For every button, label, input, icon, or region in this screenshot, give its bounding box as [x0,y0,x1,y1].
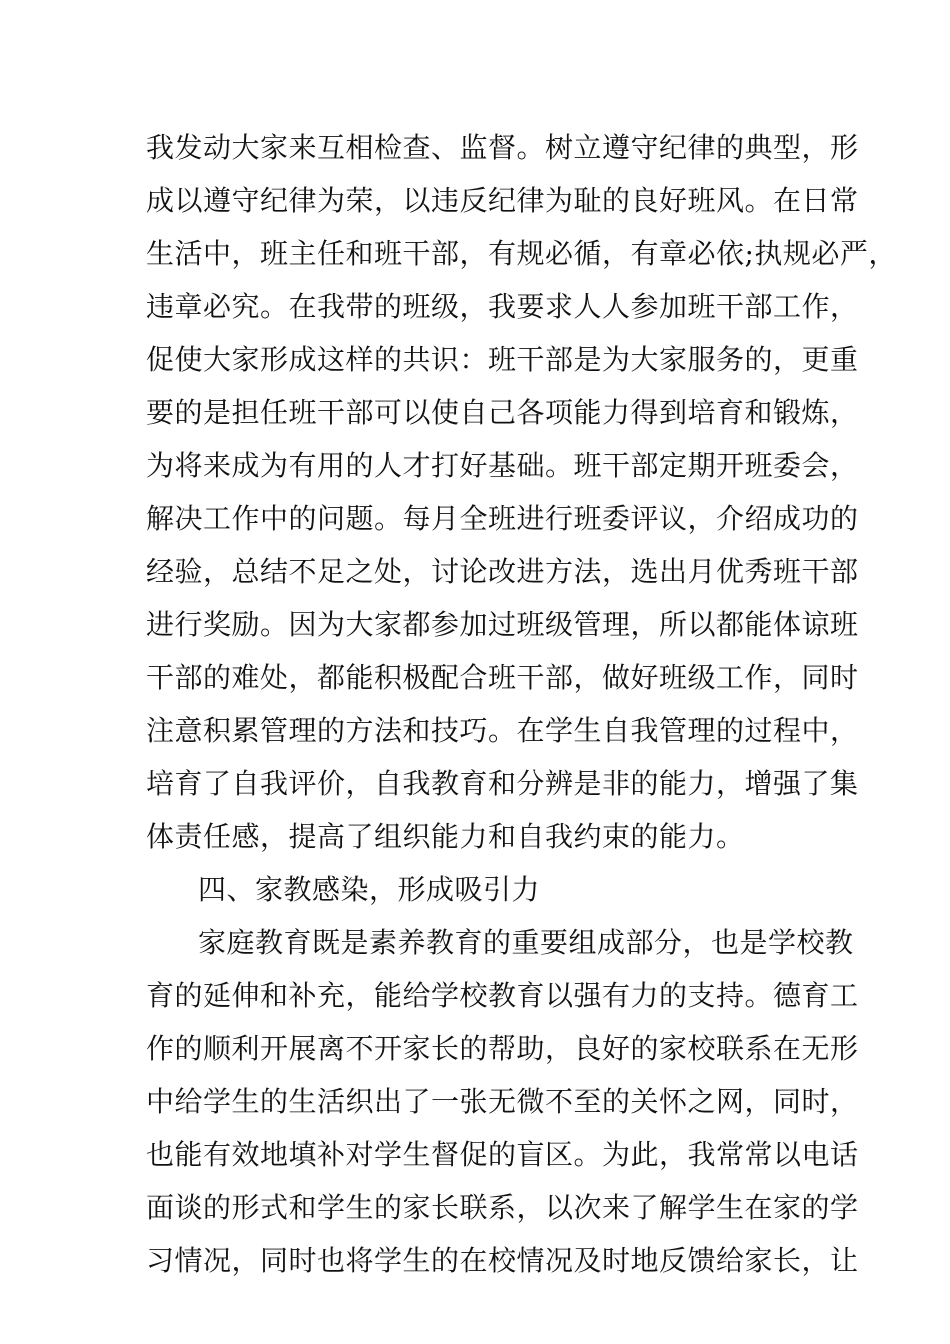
text-line: 面谈的形式和学生的家长联系，以次来了解学生在家的学 [146,1191,859,1224]
text-line: 作的顺利开展离不开家长的帮助，良好的家校联系在无形 [146,1032,859,1065]
text-line: 进行奖励。因为大家都参加过班级管理，所以都能体谅班 [146,608,859,641]
text-line: 为将来成为有用的人才打好基础。班干部定期开班委会， [146,449,859,482]
section-heading: 四、家教感染，形成吸引力 [198,873,541,906]
text-line: 也能有效地填补对学生督促的盲区。为此，我常常以电话 [146,1138,859,1171]
text-line: 解决工作中的问题。每月全班进行班委评议，介绍成功的 [146,502,859,535]
text-line: 中给学生的生活织出了一张无微不至的关怀之网，同时， [146,1085,859,1118]
text-line: 注意积累管理的方法和技巧。在学生自我管理的过程中， [146,714,859,747]
text-line: 违章必究。在我带的班级，我要求人人参加班干部工作， [146,290,859,323]
text-line: 培育了自我评价，自我教育和分辨是非的能力，增强了集 [146,767,859,800]
text-line: 要的是担任班干部可以使自己各项能力得到培育和锻炼， [146,396,859,429]
text-line: 干部的难处，都能积极配合班干部，做好班级工作，同时 [146,661,859,694]
text-line: 成以遵守纪律为荣，以违反纪律为耻的良好班风。在日常 [146,184,859,217]
text-line: 体责任感，提高了组织能力和自我约束的能力。 [146,820,745,853]
text-line: 经验，总结不足之处，讨论改进方法，选出月优秀班干部 [146,555,859,588]
text-line: 生活中，班主任和班干部，有规必循，有章必依;执规必严， [146,237,897,270]
text-line: 习情况，同时也将学生的在校情况及时地反馈给家长，让 [146,1244,859,1277]
text-line: 我发动大家来互相检查、监督。树立遵守纪律的典型，形 [146,131,859,164]
paragraph-first-line: 家庭教育既是素养教育的重要组成部分，也是学校教 [198,926,854,959]
text-line: 促使大家形成这样的共识：班干部是为大家服务的，更重 [146,343,859,376]
text-line: 育的延伸和补充，能给学校教育以强有力的支持。德育工 [146,979,859,1012]
